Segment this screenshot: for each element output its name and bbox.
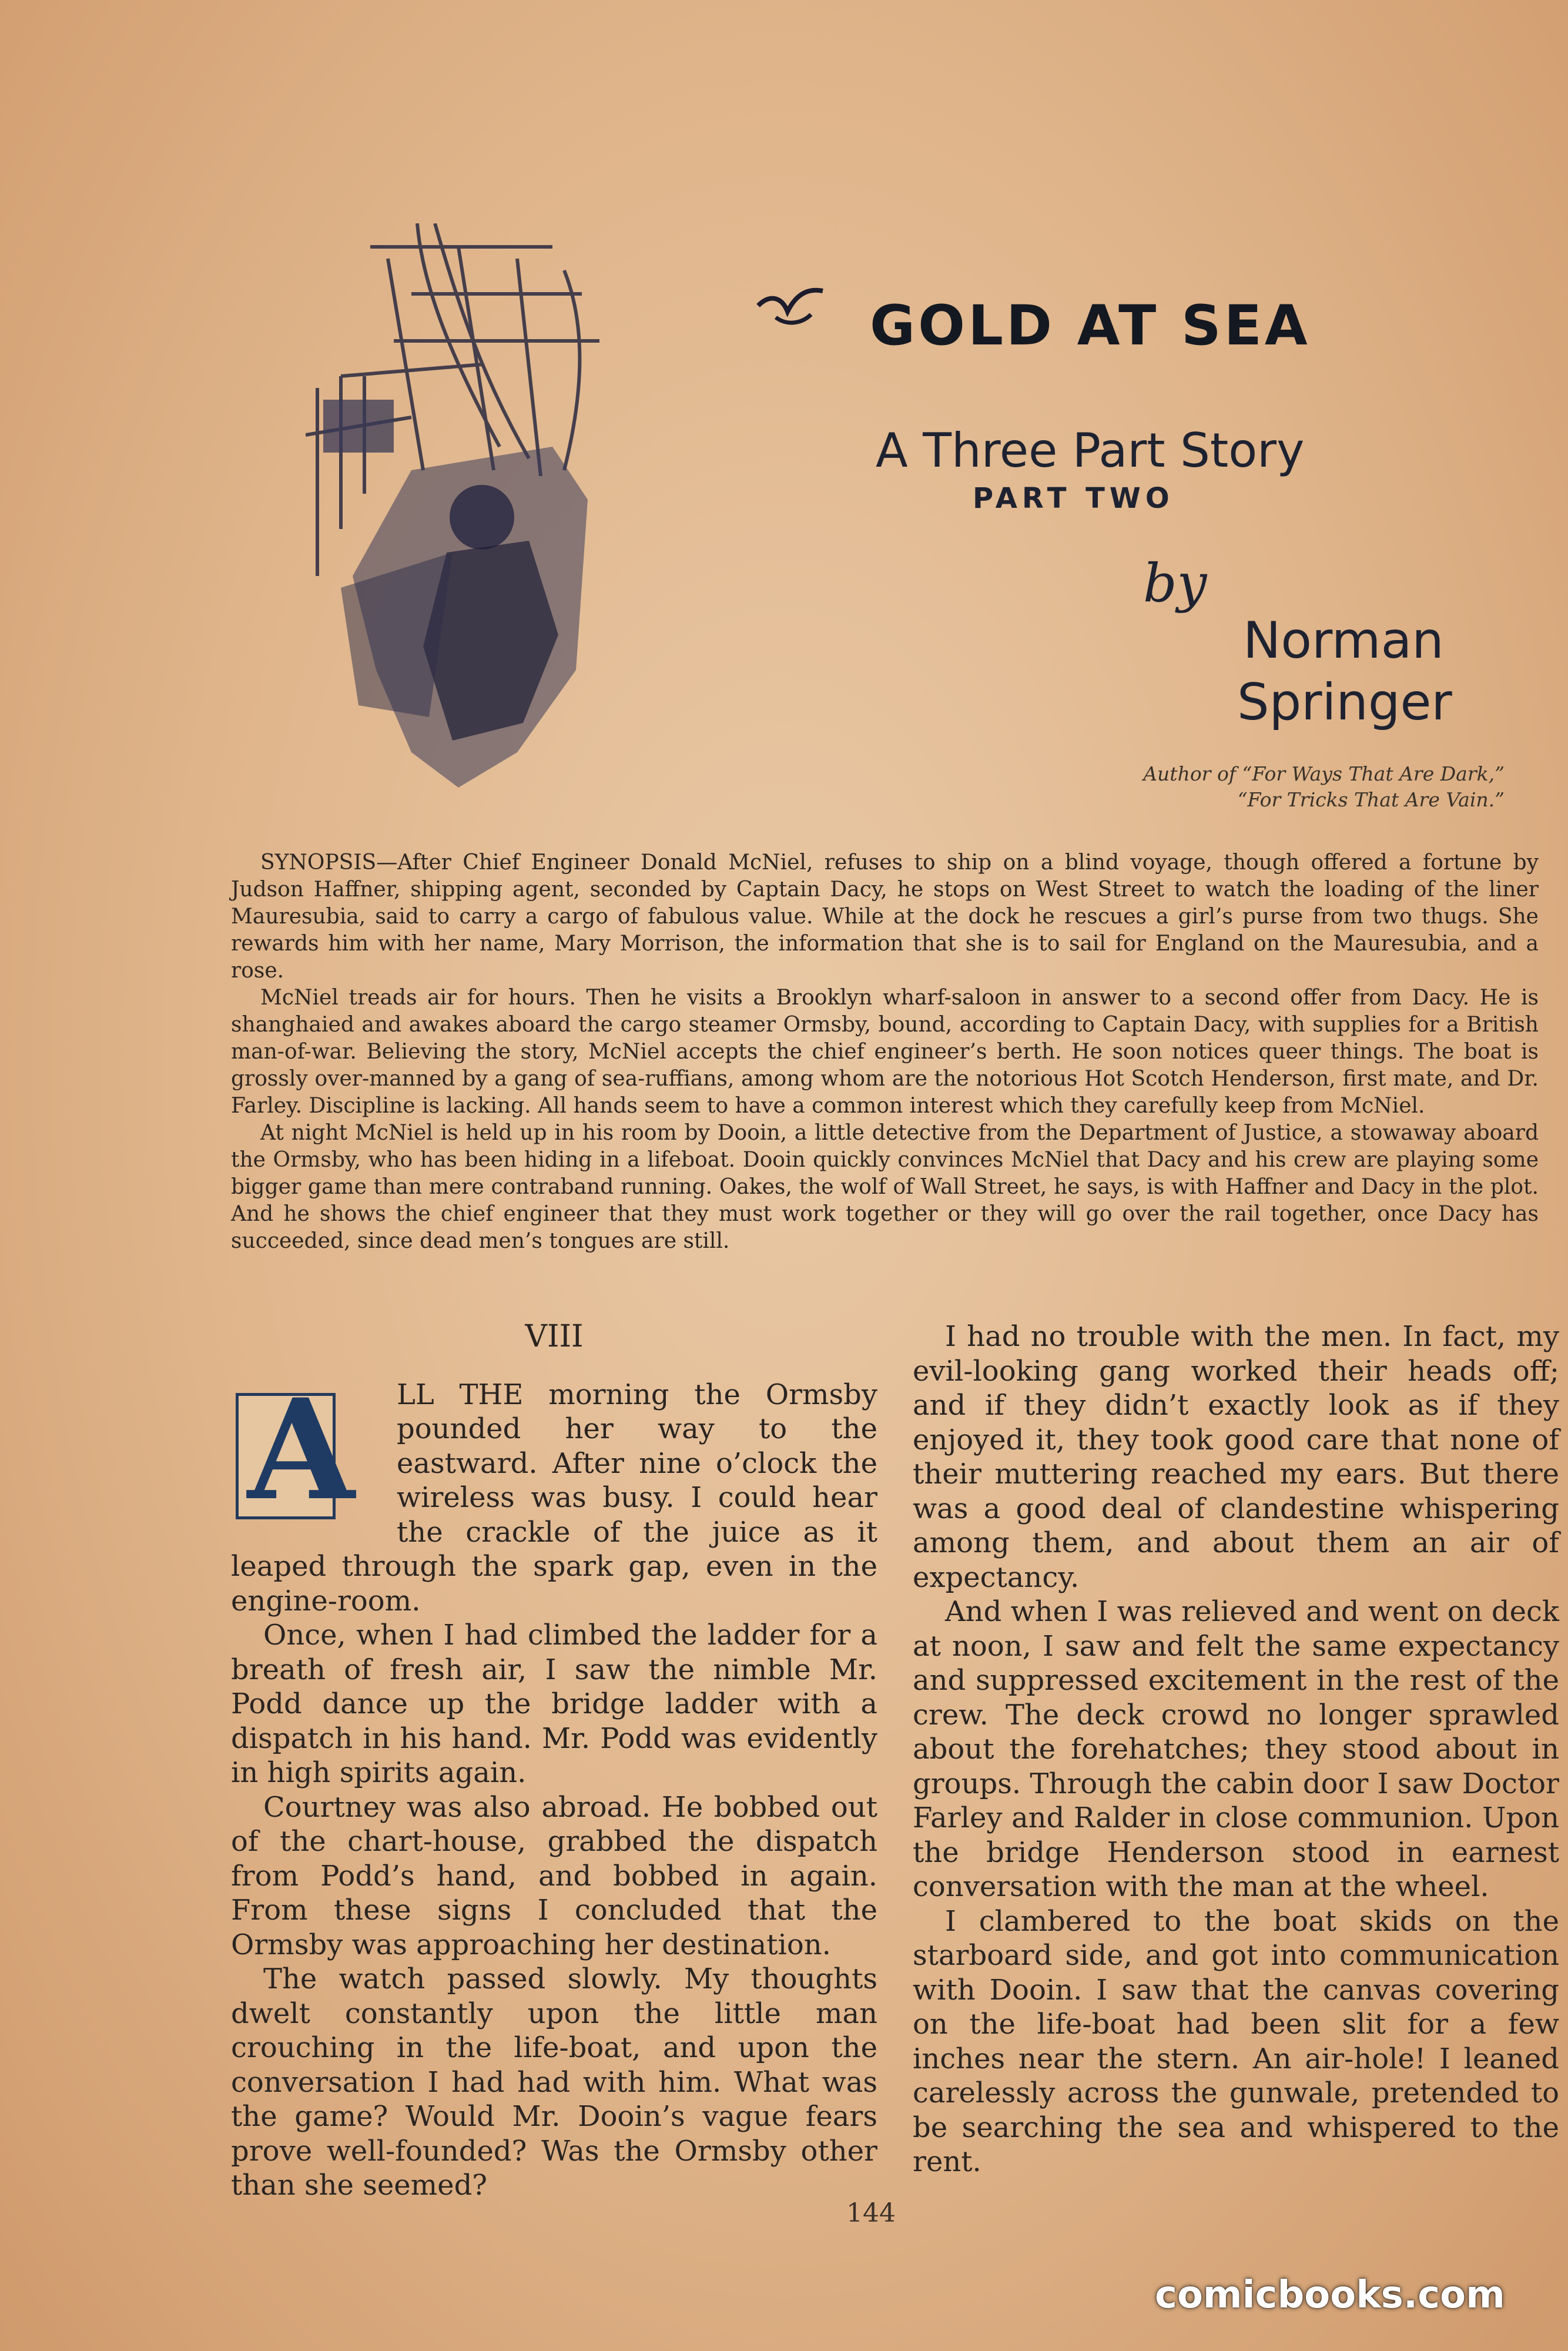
story-title: GOLD AT SEA [870, 294, 1311, 358]
body-paragraph: And when I was relieved and went on deck at noon, I saw and felt the same expectancy and suppressed excitement in the rest of the crew. The deck crowd no longer sprawled about the forehatches; they stood about in groups. Through the cabin door I saw Doctor Farley and Ralder in close communion. Upon the bridge Henderson stood in earnest conversation with the man at the wheel. [913, 1595, 1559, 1903]
credit-line: Author of “For Ways That Are Dark,” [1143, 762, 1505, 785]
body-paragraph: I had no trouble with the men. In fact, my evil-looking gang worked their heads off; and if they didn’t exactly look as if they enjoyed it, they took good care that none of their muttering reached my ears. But there was a good deal of clandestine whispering among them, and about them an air of expectancy. [913, 1320, 1559, 1594]
author-credits [964, 761, 1505, 813]
synopsis [231, 849, 1539, 1255]
body-paragraph: I clambered to the boat skids on the starboard side, and got into communication with Dooin. I saw that the canvas covering on the life-boat had been slit for a few inches near the stern. An air-hole! I leaned carelessly across the gunwale, pretended to be searching the sea and whispered to the rent. [913, 1904, 1559, 2178]
credit-line: “For Tricks That Are Vain.” [1237, 788, 1505, 811]
drop-cap [230, 1368, 388, 1531]
synopsis-paragraph: At night McNiel is held up in his room by Dooin, a little detective from the Department of Justice, a stowaway aboard the Ormsby, who has been hiding in a lifeboat. Dooin quickly convinces McNiel that Dacy and his crew are playing some bigger game than mere contraband running. Oakes, the wolf of Wall Street, he says, is with Haffner and Dacy in the plot. And he shows the chief engineer that they must work together or they will go over the rail together, once Dacy has succeeded, since dead men’s tongues are still. [231, 1121, 1539, 1253]
story-illustration [306, 223, 776, 799]
watermark: comicbooks.com [1155, 2273, 1505, 2317]
story-subtitle: A Three Part Story [876, 423, 1305, 478]
part-label: PART TWO [973, 482, 1174, 515]
drop-cap-letter: A [247, 1368, 355, 1531]
chapter-heading: VIII [525, 1319, 584, 1354]
author-last-name: Springer [1237, 673, 1452, 732]
body-paragraph: Once, when I had climbed the ladder for a breath of fresh air, I saw the nimble Mr. Podd dance up the bridge ladder with a dispatch in his hand. Mr. Podd was evidently in high spirits again. [231, 1619, 877, 1789]
body-paragraph: Courtney was also abroad. He bobbed out of the chart-house, grabbed the dispatch from Podd’s hand, and bobbed in again. From these signs I concluded that the Ormsby was approaching her destination. [231, 1790, 877, 1961]
synopsis-paragraph: SYNOPSIS—After Chief Engineer Donald McNiel, refuses to ship on a blind voyage, though offered a fortune by Judson Haffner, shipping agent, seconded by Captain Dacy, he stops on West Street to watch the loading of the liner Mauresubia, said to carry a cargo of fabulous value. While at the dock he rescues a girl’s purse from two thugs. She rewards him with her name, Mary Morrison, the information that she is to sail for England on the Mauresubia, and a rose. [231, 850, 1539, 983]
byline-by: by [1143, 552, 1207, 614]
bird-ornament [752, 270, 829, 335]
synopsis-paragraph: McNiel treads air for hours. Then he visits a Brooklyn wharf-saloon in answer to a second offer from Dacy. He is shanghaied and awakes aboard the cargo steamer Ormsby, bound, according to Captain Dacy, with supplies for a British man-of-war. Believing the story, McNiel accepts the chief engineer’s berth. He soon notices queer things. The boat is grossly over-manned by a gang of sea-ruffians, among whom are the notorious Hot Scotch Henderson, first mate, and Dr. Farley. Discipline is lacking. All hands seem to have a common interest which they carefully keep from McNiel. [231, 986, 1539, 1118]
right-column [913, 1319, 1559, 2179]
body-paragraph: LL THE morning the Ormsby pounded her way to the eastward. After nine o’clock the wireless was busy. I could hear the crackle of the juice as it leaped through the spark gap, even in the engine-room. [231, 1378, 877, 1617]
left-column [231, 1319, 877, 2203]
body-paragraph: The watch passed slowly. My thoughts dwelt constantly upon the little man crouching in the life-boat, and upon the conversation I had had with him. What was the game? Would Mr. Dooin’s vague fears prove well-founded? Was the Ormsby other than she seemed? [231, 1962, 877, 2202]
page-number: 144 [846, 2198, 896, 2228]
author-first-name: Norman [1243, 611, 1444, 670]
